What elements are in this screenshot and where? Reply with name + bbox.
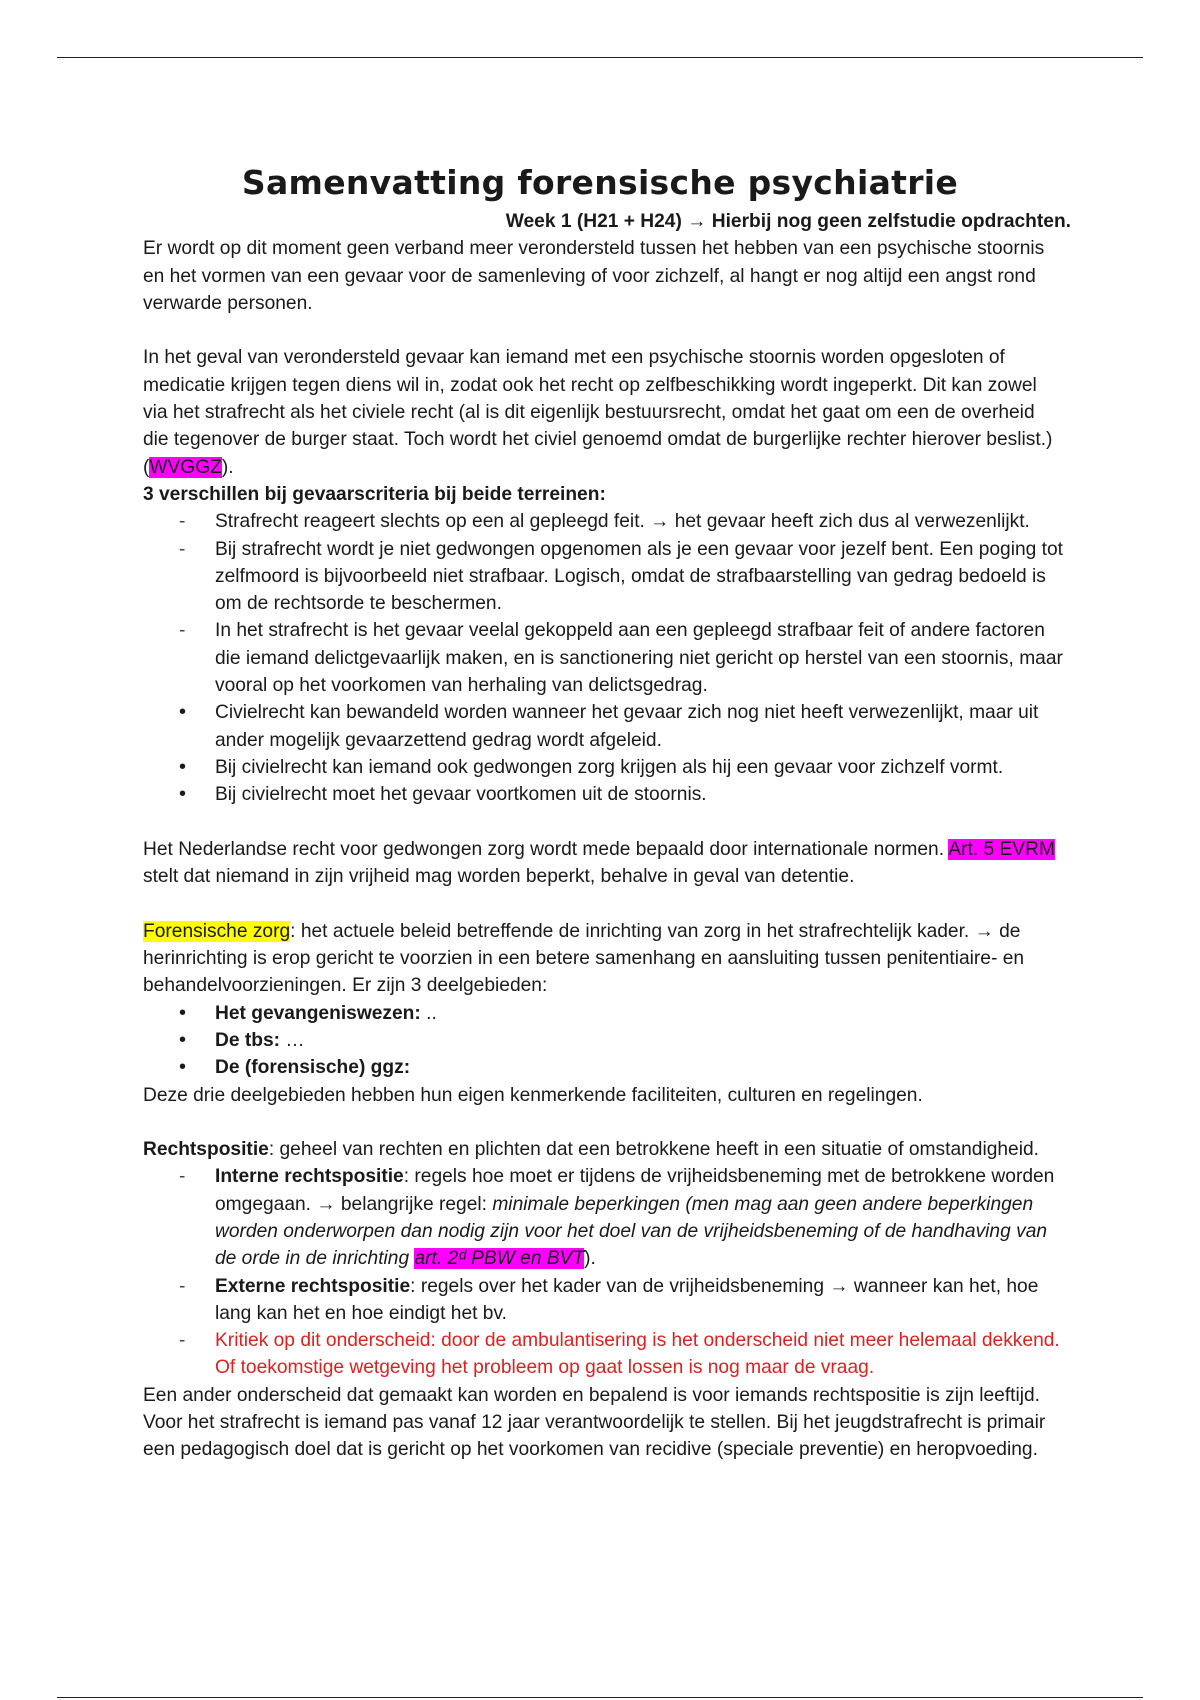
deelgebieden-list bbox=[143, 1000, 1063, 1082]
paragraph-rechtspositie: Rechtspositie: geheel van rechten en plichten dat een betrokkene heeft in een situatie of omstandigheid. bbox=[143, 1139, 1039, 1161]
pbw-bvt-highlight: art. 2ᵈ PBW en BVT bbox=[414, 1248, 585, 1270]
header-rule bbox=[57, 57, 1143, 58]
list-marker: - bbox=[179, 620, 186, 642]
paragraph-gevaar-end: ). bbox=[221, 456, 234, 478]
list-marker: - bbox=[179, 538, 186, 560]
list-marker: - bbox=[179, 1330, 186, 1352]
list-item bbox=[143, 1327, 1063, 1382]
list-marker: • bbox=[179, 1056, 187, 1079]
kritiek-text: Kritiek op dit onderscheid: door de ambulantisering is het onderscheid niet meer helemaal dekkend. Of toekomstige wetgeving het probleem op gaat lossen is nog maar de vraag. bbox=[215, 1330, 1060, 1379]
document-title: Samenvatting forensische psychiatrie bbox=[241, 163, 959, 202]
list-item: - Externe rechtspositie: regels over het kader van de vrijheidsbeneming → wanneer kan het, hoe lang kan het en hoe eindigt het bv. bbox=[143, 1273, 1063, 1328]
list-item: • Het gevangeniswezen: .. bbox=[143, 1000, 1063, 1027]
wvggz-highlight: WVGGZ bbox=[149, 456, 222, 478]
list-item: • Bij civielrecht kan iemand ook gedwongen zorg krijgen als hij een gevaar voor zichzelf vormt. bbox=[143, 754, 1063, 781]
list-item: - Interne rechtspositie: regels hoe moet er tijdens de vrijheidsbeneming met de betrokkene worden omgegaan. → belangrijke regel: minimale beperkingen (men mag aan geen andere beperkingen worden onderworpen dan nodig zijn voor het doel van de vrijheidsbeneming of de handhaving van de orde in de inrichting art. 2ᵈ PBW en BVT). bbox=[143, 1163, 1063, 1272]
evrm-highlight: Art. 5 EVRM bbox=[948, 838, 1055, 860]
list-marker: • bbox=[179, 755, 187, 778]
criteria-heading: 3 verschillen bij gevaarscriteria bij beide terreinen: bbox=[143, 483, 606, 505]
forensische-zorg-term: Forensische zorg bbox=[143, 920, 291, 942]
paragraph-deelgebieden: Deze drie deelgebieden hebben hun eigen kenmerkende faciliteiten, culturen en regelingen. bbox=[143, 1084, 923, 1106]
document-body bbox=[143, 208, 1071, 1464]
paragraph-evrm: Het Nederlandse recht voor gedwongen zorg wordt mede bepaald door internationale normen. Art. 5 EVRM stelt dat niemand in zijn vrijheid mag worden beperkt, behalve in geval van detentie. bbox=[143, 838, 1055, 888]
rechtspositie-list bbox=[143, 1163, 1063, 1381]
paragraph-forensische-zorg: Forensische zorg: het actuele beleid betreffende de inrichting van zorg in het strafrechtelijk kader. → de herinrichting is erop gericht te voorzien in een betere samenhang en aansluiting tussen penitentiaire- en behandelvoorzieningen. Er zijn 3 deelgebieden: bbox=[143, 920, 1025, 997]
week-line: Week 1 (H21 + H24) → Hierbij nog geen zelfstudie opdrachten. bbox=[505, 211, 1071, 232]
list-marker: - bbox=[179, 511, 186, 533]
rechtspositie-term: Rechtspositie bbox=[143, 1139, 269, 1161]
list-item: - Strafrecht reageert slechts op een al gepleegd feit. → het gevaar heeft zich dus al verwezenlijkt. bbox=[143, 508, 1063, 535]
footer-rule bbox=[57, 1697, 1143, 1698]
paragraph-gevaar-text: In het geval van verondersteld gevaar kan iemand met een psychische stoornis worden opgesloten of medicatie krijgen tegen diens wil in, zodat ook het recht op zelfbeschikking wordt ingeperkt. Dit kan zowel via het strafrecht als het civiele recht (al is dit eigenlijk bestuursrecht, omdat het gaat om een de overheid die tegenover de burger staat. Toch wordt het civiel genoemd omdat de burgerlijke rechter hierover beslist.) ( bbox=[143, 347, 1053, 478]
list-item: • De tbs: … bbox=[143, 1027, 1063, 1054]
list-item: • Bij civielrecht moet het gevaar voortkomen uit de stoornis. bbox=[143, 781, 1063, 808]
list-item: - Bij strafrecht wordt je niet gedwongen opgenomen als je een gevaar voor jezelf bent. Een poging tot zelfmoord is bijvoorbeeld niet strafbaar. Logisch, omdat de strafbaarstelling van gedrag bedoeld is om de rechtsorde te beschermen. bbox=[143, 536, 1063, 618]
list-item: • Civielrecht kan bewandeld worden wanneer het gevaar zich nog niet heeft verwezenlijkt, maar uit ander mogelijk gevaarzettend gedrag wordt afgeleid. bbox=[179, 701, 1039, 751]
paragraph-leeftijd: Een ander onderscheid dat gemaakt kan worden en bepalend is voor iemands rechtspositie is zijn leeftijd. Voor het strafrecht is iemand pas vanaf 12 jaar verantwoordelijk te stellen. Bij het jeugdstrafrecht is primair een pedagogisch doel dat is gericht op het voorkomen van recidive (speciale preventie) en heropvoeding. bbox=[143, 1384, 1046, 1461]
criteria-list bbox=[143, 508, 1063, 808]
paragraph-gevaar bbox=[143, 344, 1063, 480]
list-marker: - bbox=[179, 1275, 186, 1297]
list-marker: • bbox=[179, 1001, 187, 1024]
list-item: • De (forensische) ggz: bbox=[143, 1054, 1063, 1081]
list-item: - In het strafrecht is het gevaar veelal gekoppeld aan een gepleegd strafbaar feit of andere factoren die iemand delictgevaarlijk maken, en is sanctionering niet gericht op herstel van een stoornis, maar vooral op het voorkomen van herhaling van delictsgedrag. bbox=[143, 617, 1063, 699]
list-marker: • bbox=[179, 783, 187, 806]
list-marker: • bbox=[179, 1028, 187, 1051]
list-marker: • bbox=[179, 701, 187, 724]
paragraph-intro: Er wordt op dit moment geen verband meer verondersteld tussen het hebben van een psychische stoornis en het vormen van een gevaar voor de samenleving of voor zichzelf, al hangt er nog altijd een angst rond verwarde personen. bbox=[143, 238, 1045, 314]
list-marker: - bbox=[179, 1166, 186, 1188]
